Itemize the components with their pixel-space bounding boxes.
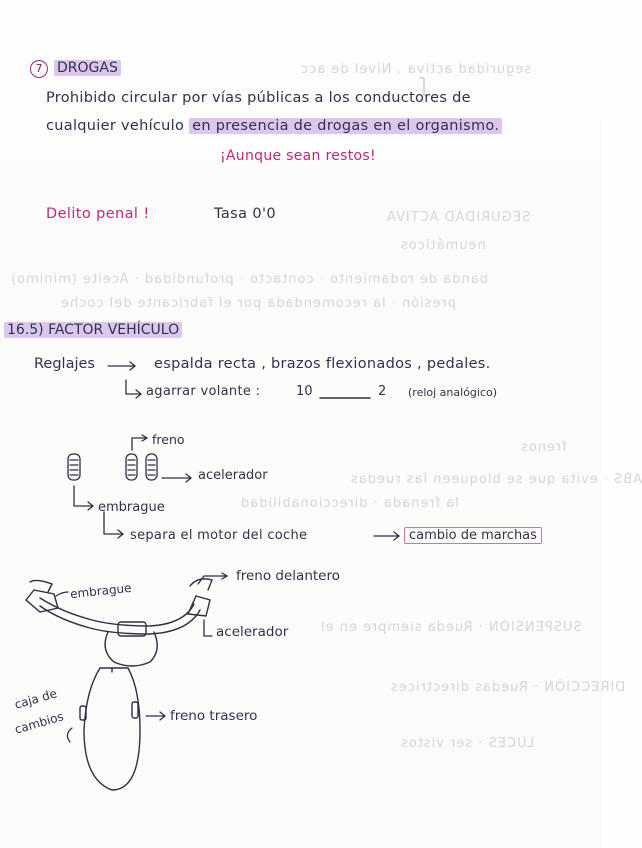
arrow-acelerador bbox=[162, 474, 191, 482]
tasa-note: Tasa 0'0 bbox=[214, 206, 277, 222]
bleed-through-text: presión · la recomendada por el fabricante del coche bbox=[60, 296, 456, 311]
section-number-badge: 7 bbox=[30, 60, 48, 78]
bleed-through-text: banda de rodamiento · contacto · profundidad · Aceite (mínimo) bbox=[10, 272, 488, 287]
moto-label-caja-1: caja de bbox=[12, 686, 59, 712]
label-acelerador: acelerador bbox=[198, 468, 268, 483]
arrow-moto-freno-delantero bbox=[198, 573, 227, 584]
section-title: 16.5) FACTOR VEHÍCULO bbox=[4, 322, 182, 338]
reglajes-label: Reglajes bbox=[34, 356, 95, 372]
arrow-moto-freno-trasero bbox=[146, 712, 165, 720]
label-embrague: embrague bbox=[98, 500, 165, 515]
agarrar-text: agarrar volante : bbox=[146, 384, 261, 399]
text-line: Prohibido circular por vías públicas a los conductores de bbox=[46, 90, 471, 106]
delito-note: Delito penal ! bbox=[46, 206, 150, 222]
moto-label-acelerador: acelerador bbox=[216, 624, 289, 640]
hour-ten: 10 bbox=[296, 384, 313, 399]
arrow-cambio bbox=[374, 532, 399, 540]
arrow-separa bbox=[104, 512, 123, 538]
arrow-freno bbox=[132, 435, 147, 450]
reloj-note: (reloj analógico) bbox=[408, 386, 498, 399]
hour-two: 2 bbox=[378, 384, 387, 399]
boxed-text: cambio de marchas bbox=[404, 527, 542, 544]
bleed-through-text: seguridad activa . Nivel de acc bbox=[300, 62, 532, 77]
arrow-reglajes bbox=[108, 362, 135, 370]
section-title: DROGAS bbox=[54, 60, 121, 76]
moto-label-freno-trasero: freno trasero bbox=[170, 708, 258, 724]
reglajes-text: espalda recta , brazos flexionados , pedales. bbox=[154, 356, 491, 372]
bleed-through-text: neumáticos bbox=[400, 238, 486, 253]
bleed-through-text: SUSPENSIÓN · Rueda siempre en el bbox=[320, 620, 582, 635]
moto-label-freno-delantero: freno delantero bbox=[236, 568, 340, 584]
label-freno: freno bbox=[152, 432, 185, 447]
pedal-embrague-icon bbox=[68, 454, 80, 480]
note-pink: ¡Aunque sean restos! bbox=[220, 148, 376, 164]
arrow-moto-acelerador bbox=[204, 620, 212, 636]
arrow-agarrar bbox=[126, 380, 141, 398]
bleed-through-text: DIRECCIÓN · Ruedas directrices bbox=[390, 680, 626, 695]
bleed-through-text: LUCES · ser vistos bbox=[400, 736, 535, 751]
bleed-through-text: frenos bbox=[520, 440, 567, 455]
arrow-moto-embrague bbox=[56, 592, 68, 596]
moto-label-embrague: embrague bbox=[69, 580, 133, 602]
bleed-through-text: SEGURIDAD ACTIVA bbox=[386, 210, 531, 225]
pedal-freno-icon bbox=[126, 454, 137, 480]
text-fragment: cualquier vehículo bbox=[46, 118, 185, 134]
arrow-embrague bbox=[74, 486, 93, 510]
moto-label-caja-2: cambios bbox=[13, 709, 66, 737]
bleed-through-text: la frenada · direccionabilidad bbox=[240, 496, 459, 511]
motorcycle-sketch bbox=[26, 579, 212, 790]
highlighted-text: en presencia de drogas en el organismo. bbox=[189, 118, 502, 134]
pedal-acelerador-icon bbox=[146, 454, 157, 480]
bleed-through-text: ABS · evita que se bloqueen las ruedas bbox=[350, 472, 642, 487]
arrow-moto-caja bbox=[67, 728, 72, 742]
label-separa: separa el motor del coche bbox=[130, 528, 308, 543]
